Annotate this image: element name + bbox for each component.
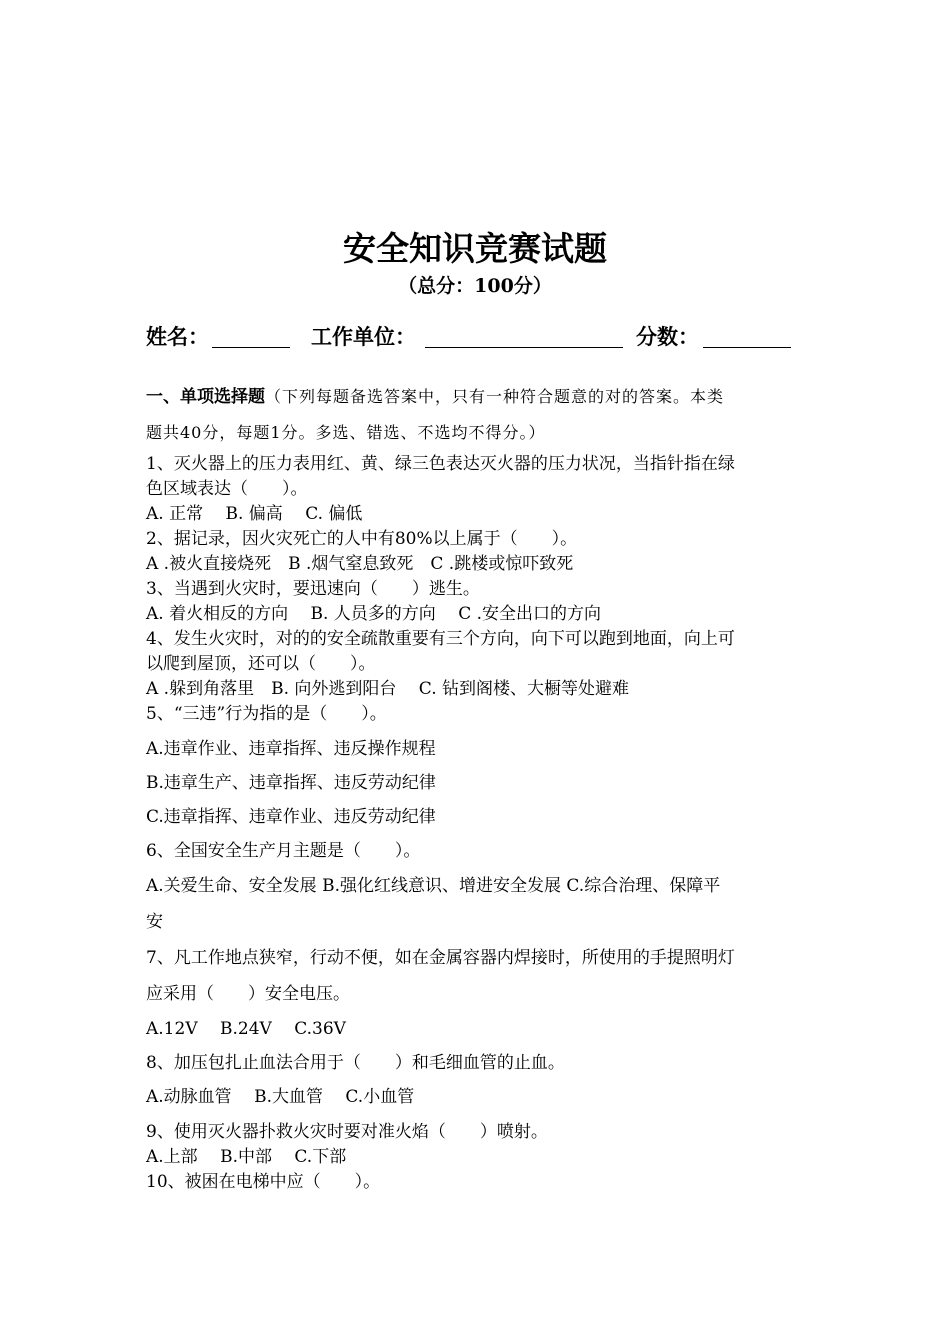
question-8-line-1: 8、加压包扎止血法合用于（ ）和毛细血管的止血。 [146, 1053, 565, 1073]
total-score-note: （总分：100分） [398, 275, 552, 297]
question-5-option-c: C.违章指挥、违章作业、违反劳动纪律 [146, 807, 436, 827]
question-5-line-1: 5、“三违”行为指的是（ ）。 [146, 704, 387, 724]
question-2-line-1: 2、据记录，因火灾死亡的人中有80%以上属于（ ）。 [146, 529, 578, 549]
question-9-options: A.上部 B.中部 C.下部 [146, 1147, 347, 1167]
question-4-options: A .躲到角落里 B. 向外逃到阳台 C. 钻到阁楼、大橱等处避难 [146, 679, 629, 699]
question-4-line-2: 以爬到屋顶，还可以（ ）。 [146, 654, 376, 674]
section-note-part2: 题共40分，每题1分。多选、错选、不选均不得分。） [146, 423, 546, 442]
question-2-options: A .被火直接烧死 B .烟气窒息致死 C .跳楼或惊吓致死 [146, 554, 574, 574]
question-10-line-1: 10、被困在电梯中应（ ）。 [146, 1172, 381, 1192]
question-8-options: A.动脉血管 B.大血管 C.小血管 [146, 1087, 415, 1107]
score-label: 分数： [636, 324, 699, 349]
question-3-options: A. 着火相反的方向 B. 人员多的方向 C .安全出口的方向 [146, 604, 602, 624]
exam-content [146, 380, 810, 1195]
question-6-options-line-2: 安 [146, 912, 163, 932]
question-4-line-1: 4、发生火灾时，对的的安全疏散重要有三个方向，向下可以跑到地面，向上可 [146, 629, 735, 649]
question-1-options: A. 正常 B. 偏高 C. 偏低 [146, 504, 363, 524]
question-6-options-line-1: A.关爱生命、安全发展 B.强化红线意识、增进安全发展 C.综合治理、保障平 [146, 876, 721, 896]
section-heading [146, 380, 810, 414]
score-blank[interactable] [703, 347, 791, 348]
work-unit-label: 工作单位： [311, 324, 416, 349]
question-1-line-2: 色区域表达（ ）。 [146, 479, 308, 499]
question-5-option-a: A.违章作业、违章指挥、违反操作规程 [146, 739, 436, 759]
question-7-options: A.12V B.24V C.36V [146, 1019, 346, 1039]
name-blank[interactable] [212, 347, 290, 348]
question-6-line-1: 6、全国安全生产月主题是（ ）。 [146, 841, 421, 861]
section-title: 一、单项选择题 [146, 387, 265, 407]
work-unit-blank[interactable] [425, 347, 623, 348]
question-9-line-1: 9、使用灭火器扑救火灾时要对准火焰（ ）喷射。 [146, 1122, 548, 1142]
question-1-line-1: 1、灭火器上的压力表用红、黄、绿三色表达灭火器的压力状况，当指针指在绿 [146, 454, 735, 474]
exam-title: 安全知识竞赛试题 [343, 229, 607, 268]
question-5-option-b: B.违章生产、违章指挥、违反劳动纪律 [146, 773, 436, 793]
question-7-line-2: 应采用（ ）安全电压。 [146, 984, 350, 1004]
name-label: 姓名： [146, 324, 209, 349]
section-note-part1: （下列每题备选答案中，只有一种符合题意的对的答案。本类 [265, 387, 725, 406]
question-7-line-1: 7、凡工作地点狭窄，行动不便，如在金属容器内焊接时，所使用的手提照明灯 [146, 948, 735, 968]
question-3-line-1: 3、当遇到火灾时，要迅速向（ ）逃生。 [146, 579, 480, 599]
